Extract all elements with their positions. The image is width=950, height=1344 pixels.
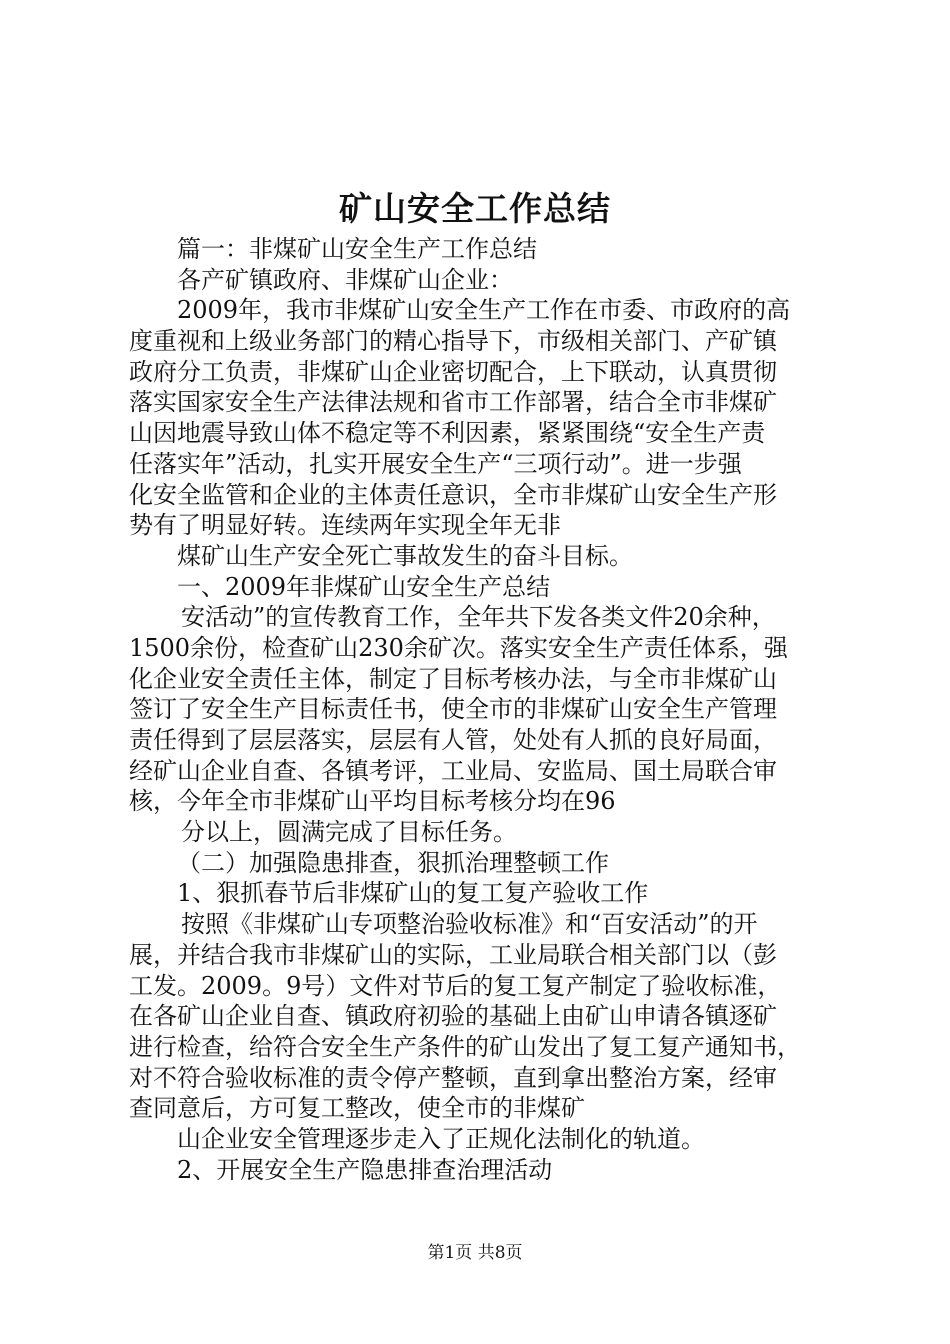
text-line: 一、2009年非煤矿山安全生产总结 — [177, 572, 551, 601]
document-body — [129, 234, 849, 1185]
document-title: 矿山安全工作总结 — [339, 189, 611, 228]
text-line: 各产矿镇政府、非煤矿山企业： — [177, 265, 513, 294]
text-line: 落实国家安全生产法律法规和省市工作部署，结合全市非煤矿 — [129, 388, 777, 417]
text-line: 煤矿山生产安全死亡事故发生的奋斗目标。 — [177, 541, 633, 570]
text-line: 核，今年全市非煤矿山平均目标考核分均在96 — [129, 787, 616, 816]
text-line: 山因地震导致山体不稳定等不利因素，紧紧围绕“安全生产责 — [129, 419, 766, 448]
text-line: 查同意后，方可复工整改，使全市的非煤矿 — [129, 1094, 585, 1123]
text-line: 政府分工负责，非煤矿山企业密切配合，上下联动，认真贯彻 — [129, 357, 777, 386]
text-line: 任落实年”活动，扎实开展安全生产“三项行动”。进一步强 — [129, 449, 742, 478]
text-line: 进行检查，给符合安全生产条件的矿山发出了复工复产通知书， — [129, 1032, 801, 1061]
text-line: 势有了明显好转。连续两年实现全年无非 — [129, 511, 561, 540]
text-line: 度重视和上级业务部门的精心指导下，市级相关部门、产矿镇 — [129, 327, 777, 356]
text-line: 篇一：非煤矿山安全生产工作总结 — [177, 235, 537, 263]
text-line: 1500余份，检查矿山230余矿次。落实安全生产责任体系，强 — [129, 633, 788, 662]
text-line: 2009年，我市非煤矿山安全生产工作在市委、市政府的高 — [177, 296, 791, 325]
text-line: 2、开展安全生产隐患排查治理活动 — [177, 1155, 553, 1184]
text-line: 山企业安全管理逐步走入了正规化法制化的轨道。 — [177, 1124, 705, 1153]
text-line: 化企业安全责任主体，制定了目标考核办法，与全市非煤矿山 — [129, 664, 777, 693]
text-line: 分以上，圆满完成了目标任务。 — [181, 818, 517, 847]
text-line: 化安全监管和企业的主体责任意识，全市非煤矿山安全生产形 — [129, 480, 777, 509]
text-line: 按照《非煤矿山专项整治验收标准》和“百安活动”的开 — [181, 910, 758, 939]
text-line: 1、狠抓春节后非煤矿山的复工复产验收工作 — [177, 879, 649, 908]
text-line: 对不符合验收标准的责令停产整顿，直到拿出整治方案，经审 — [129, 1063, 777, 1092]
text-line: 展，并结合我市非煤矿山的实际，工业局联合相关部门以（彭 — [129, 940, 777, 969]
text-line: 经矿山企业自查、各镇考评，工业局、安监局、国土局联合审 — [129, 756, 777, 785]
text-line: 责任得到了层层落实，层层有人管，处处有人抓的良好局面， — [129, 726, 777, 754]
text-line: 签订了安全生产目标责任书，使全市的非煤矿山安全生产管理 — [129, 695, 777, 724]
text-line: （二）加强隐患排查，狠抓治理整顿工作 — [177, 848, 609, 877]
text-line: 工发。2009。9号）文件对节后的复工复产制定了验收标准， — [129, 971, 782, 1000]
page-footer: 第1页 共8页 — [427, 1243, 523, 1263]
text-line: 安活动”的宣传教育工作，全年共下发各类文件20余种， — [181, 603, 776, 632]
text-line: 在各矿山企业自查、镇政府初验的基础上由矿山申请各镇逐矿 — [129, 1002, 777, 1031]
